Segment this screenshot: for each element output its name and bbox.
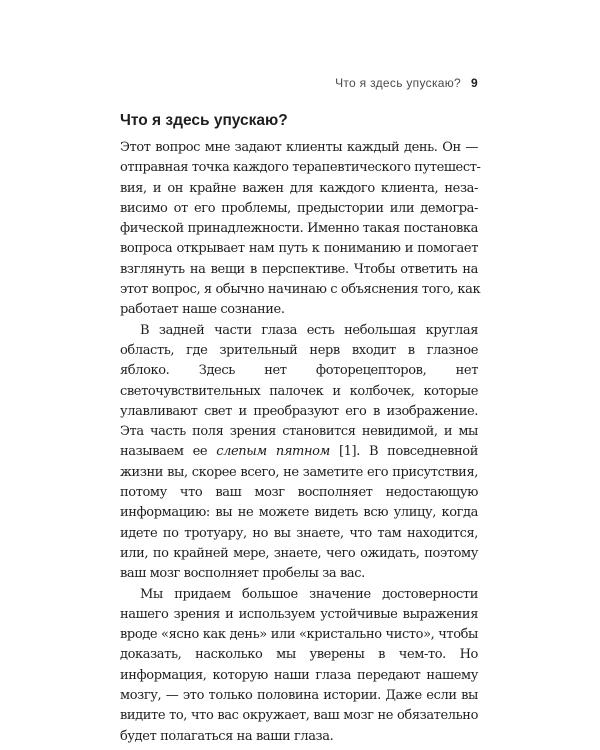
running-header-title: Что я здесь упускаю? — [335, 76, 462, 90]
paragraph-line: отправная точка каждого терапевтического путешест- — [120, 160, 481, 176]
paragraph-line: фической принадлежности. Именно такая постановка — [120, 221, 478, 237]
paragraph-2 — [120, 321, 478, 585]
paragraph-2-after: [1]. В повседневной жизни вы, скорее всего, не заметите его присутствия, потому что ваш мозг восполняет недостающую информацию: вы не можете видеть всю улицу, когда идете по тротуару, но вы знаете, что там находится, или, по крайней мере, знаете, чего ожидать, поэтому ваш мозг восполняет пробелы за вас. — [120, 444, 479, 582]
paragraph-line: этот вопрос, я обычно начинаю с объяснения того, как — [120, 282, 481, 298]
paragraph-line: работает наше сознание. — [120, 302, 285, 318]
paragraph-line: взглянуть на вещи в перспективе. Чтобы ответить на — [120, 261, 478, 277]
paragraph-line: Этот вопрос мне задают клиенты каждый день. Он — — [120, 140, 478, 155]
paragraph-line: висимо от его проблемы, предыстории или демогра- — [120, 200, 478, 216]
paragraph-2-before: В задней части глаза есть небольшая круглая область, где зрительный нерв входит в глазное яблоко. Здесь нет фоторецепторов, нет светочувствительных палочек и колбочек, которые улавливают свет и преобразуют его в изображение. Эта часть поля зрения становится невидимой, и мы называем ее — [120, 322, 478, 460]
paragraph-line: вопроса открывает нам путь к пониманию и помогает — [120, 241, 478, 257]
body-text — [120, 138, 481, 747]
section-heading: Что я здесь упускаю? — [120, 112, 288, 129]
paragraph-1 — [120, 138, 481, 321]
emphasis-blind-spot: слепым пятном — [216, 444, 330, 460]
running-header — [120, 76, 478, 90]
paragraph-3: Мы придаем большое значение достоверности нашего зрения и используем устойчивые выражения вроде «ясно как день» или «кристально чисто», чтобы доказать, насколько мы уверены в чем-то. Но информация, которую наши глаза передают нашему мозгу, — это только половина истории. Даже если вы видите то, что вас окружает, ваш мозг не обязательно будет полагаться на ваши глаза. — [120, 586, 478, 744]
page-number: 9 — [471, 76, 478, 90]
paragraph-line: вия, и он крайне важен для каждого клиента, неза- — [120, 180, 478, 196]
